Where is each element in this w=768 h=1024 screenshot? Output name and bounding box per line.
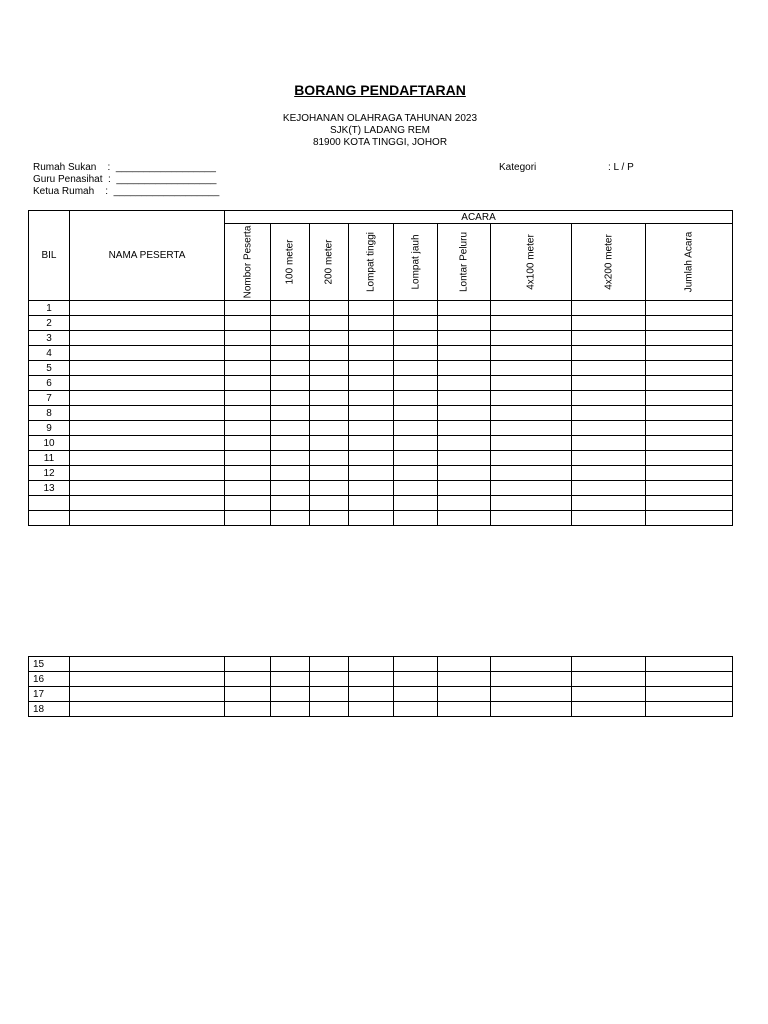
registration-table <box>28 210 733 526</box>
event-cell[interactable] <box>646 316 733 331</box>
event-cell[interactable] <box>572 301 646 316</box>
event-cell[interactable] <box>349 687 394 702</box>
event-cell[interactable] <box>349 436 394 451</box>
event-cell[interactable] <box>438 496 491 511</box>
event-cell[interactable] <box>438 672 491 687</box>
table-row <box>29 406 733 421</box>
column-header-event <box>646 224 733 301</box>
event-cell[interactable] <box>646 687 733 702</box>
event-cell[interactable] <box>271 391 310 406</box>
event-cell[interactable] <box>271 702 310 717</box>
event-cell[interactable] <box>491 466 572 481</box>
column-header-event-label: 4x200 meter <box>603 234 614 290</box>
event-cell[interactable] <box>646 331 733 346</box>
event-cell[interactable] <box>225 331 271 346</box>
event-cell[interactable] <box>438 481 491 496</box>
event-cell[interactable] <box>646 657 733 672</box>
event-cell[interactable] <box>225 436 271 451</box>
event-cell[interactable] <box>310 391 349 406</box>
table-row <box>29 361 733 376</box>
event-cell[interactable] <box>310 316 349 331</box>
column-header-event-label: 100 meter <box>284 239 296 285</box>
row-number: 6 <box>29 376 70 391</box>
event-cell[interactable] <box>572 672 646 687</box>
name-cell[interactable] <box>70 421 225 436</box>
event-cell[interactable] <box>394 451 438 466</box>
name-cell[interactable] <box>70 346 225 361</box>
row-number: 1 <box>29 301 70 316</box>
event-cell[interactable] <box>225 702 271 717</box>
table-row <box>29 421 733 436</box>
event-cell[interactable] <box>438 511 491 526</box>
event-cell[interactable] <box>310 436 349 451</box>
event-cell[interactable] <box>225 301 271 316</box>
event-cell[interactable] <box>394 511 438 526</box>
event-cell[interactable] <box>349 496 394 511</box>
event-cell[interactable] <box>310 466 349 481</box>
event-cell[interactable] <box>572 376 646 391</box>
event-cell[interactable] <box>271 421 310 436</box>
event-cell[interactable] <box>394 702 438 717</box>
event-cell[interactable] <box>646 496 733 511</box>
event-cell[interactable] <box>349 331 394 346</box>
event-cell[interactable] <box>491 331 572 346</box>
event-cell[interactable] <box>225 316 271 331</box>
table-row <box>29 376 733 391</box>
event-cell[interactable] <box>491 301 572 316</box>
event-cell[interactable] <box>225 657 271 672</box>
event-cell[interactable] <box>349 361 394 376</box>
event-cell[interactable] <box>225 687 271 702</box>
event-cell[interactable] <box>572 316 646 331</box>
event-cell[interactable] <box>310 346 349 361</box>
event-cell[interactable] <box>491 687 572 702</box>
event-cell[interactable] <box>572 361 646 376</box>
event-cell[interactable] <box>271 346 310 361</box>
event-cell[interactable] <box>225 376 271 391</box>
event-cell[interactable] <box>491 421 572 436</box>
column-header-event <box>225 224 271 301</box>
event-cell[interactable] <box>349 316 394 331</box>
event-cell[interactable] <box>438 331 491 346</box>
event-cell[interactable] <box>491 511 572 526</box>
event-cell[interactable] <box>271 376 310 391</box>
name-cell[interactable] <box>70 672 225 687</box>
event-cell[interactable] <box>225 496 271 511</box>
name-cell[interactable] <box>70 657 225 672</box>
event-cell[interactable] <box>438 421 491 436</box>
event-cell[interactable] <box>310 451 349 466</box>
event-cell[interactable] <box>572 331 646 346</box>
column-header-nama-peserta: NAMA PESERTA <box>70 211 225 301</box>
event-cell[interactable] <box>310 421 349 436</box>
event-cell[interactable] <box>572 657 646 672</box>
name-cell[interactable] <box>70 361 225 376</box>
event-cell[interactable] <box>310 702 349 717</box>
row-number: 8 <box>29 406 70 421</box>
event-cell[interactable] <box>572 687 646 702</box>
event-cell[interactable] <box>394 331 438 346</box>
event-cell[interactable] <box>225 421 271 436</box>
event-cell[interactable] <box>646 421 733 436</box>
column-header-event-label: Lontar Peluru <box>458 231 470 293</box>
event-cell[interactable] <box>394 316 438 331</box>
event-cell[interactable] <box>646 702 733 717</box>
rumah-sukan-field: Rumah Sukan : __________________ <box>33 162 216 173</box>
event-cell[interactable] <box>225 481 271 496</box>
event-cell[interactable] <box>225 672 271 687</box>
event-cell[interactable] <box>394 376 438 391</box>
event-cell[interactable] <box>349 391 394 406</box>
name-cell[interactable] <box>70 376 225 391</box>
event-cell[interactable] <box>310 657 349 672</box>
name-cell[interactable] <box>70 406 225 421</box>
event-cell[interactable] <box>646 466 733 481</box>
event-cell[interactable] <box>572 451 646 466</box>
event-cell[interactable] <box>394 361 438 376</box>
event-cell[interactable] <box>310 301 349 316</box>
name-cell[interactable] <box>70 511 225 526</box>
event-cell[interactable] <box>491 672 572 687</box>
event-cell[interactable] <box>349 511 394 526</box>
event-cell[interactable] <box>225 511 271 526</box>
table-row <box>29 511 733 526</box>
table-row <box>29 301 733 316</box>
table-row <box>29 346 733 361</box>
kategori-label: Kategori <box>499 162 537 173</box>
event-cell[interactable] <box>572 421 646 436</box>
event-cell[interactable] <box>349 657 394 672</box>
event-cell[interactable] <box>271 657 310 672</box>
event-cell[interactable] <box>572 496 646 511</box>
column-header-event <box>349 224 394 301</box>
event-cell[interactable] <box>225 406 271 421</box>
event-cell[interactable] <box>646 436 733 451</box>
event-cell[interactable] <box>491 406 572 421</box>
event-cell[interactable] <box>646 391 733 406</box>
column-header-event <box>572 224 646 301</box>
event-cell[interactable] <box>310 496 349 511</box>
event-cell[interactable] <box>438 687 491 702</box>
row-number: 2 <box>29 316 70 331</box>
row-number <box>29 496 70 511</box>
event-cell[interactable] <box>310 376 349 391</box>
event-cell[interactable] <box>349 421 394 436</box>
event-cell[interactable] <box>310 687 349 702</box>
event-cell[interactable] <box>271 496 310 511</box>
event-cell[interactable] <box>225 451 271 466</box>
table-row <box>29 391 733 406</box>
event-cell[interactable] <box>491 316 572 331</box>
name-cell[interactable] <box>70 496 225 511</box>
event-cell[interactable] <box>491 376 572 391</box>
event-cell[interactable] <box>646 511 733 526</box>
event-cell[interactable] <box>646 451 733 466</box>
event-cell[interactable] <box>438 361 491 376</box>
event-cell[interactable] <box>310 361 349 376</box>
event-cell[interactable] <box>646 406 733 421</box>
name-cell[interactable] <box>70 702 225 717</box>
name-cell[interactable] <box>70 481 225 496</box>
event-cell[interactable] <box>310 481 349 496</box>
event-cell[interactable] <box>394 421 438 436</box>
event-cell[interactable] <box>646 346 733 361</box>
event-cell[interactable] <box>438 702 491 717</box>
event-cell[interactable] <box>271 331 310 346</box>
row-number: 13 <box>29 481 70 496</box>
table-row <box>29 672 733 687</box>
kategori-value: : L / P <box>608 162 634 173</box>
event-cell[interactable] <box>572 481 646 496</box>
row-number: 16 <box>29 672 70 687</box>
registration-table-continued <box>28 656 733 717</box>
row-number: 11 <box>29 451 70 466</box>
event-cell[interactable] <box>349 481 394 496</box>
event-cell[interactable] <box>394 672 438 687</box>
event-cell[interactable] <box>438 657 491 672</box>
event-cell[interactable] <box>349 346 394 361</box>
table-row <box>29 687 733 702</box>
row-number: 9 <box>29 421 70 436</box>
event-cell[interactable] <box>271 406 310 421</box>
event-cell[interactable] <box>438 391 491 406</box>
column-group-acara: ACARA <box>225 211 733 224</box>
event-cell[interactable] <box>491 481 572 496</box>
name-cell[interactable] <box>70 391 225 406</box>
event-cell[interactable] <box>491 436 572 451</box>
name-cell[interactable] <box>70 436 225 451</box>
event-cell[interactable] <box>349 376 394 391</box>
event-cell[interactable] <box>572 702 646 717</box>
event-cell[interactable] <box>646 361 733 376</box>
event-cell[interactable] <box>572 511 646 526</box>
event-cell[interactable] <box>271 687 310 702</box>
row-number: 7 <box>29 391 70 406</box>
event-cell[interactable] <box>394 346 438 361</box>
event-cell[interactable] <box>572 391 646 406</box>
school-name: SJK(T) LADANG REM <box>329 125 430 136</box>
event-cell[interactable] <box>271 436 310 451</box>
guru-penasihat-field: Guru Penasihat : __________________ <box>33 174 217 185</box>
table-row <box>29 481 733 496</box>
event-cell[interactable] <box>271 301 310 316</box>
name-cell[interactable] <box>70 331 225 346</box>
table-row <box>29 436 733 451</box>
event-cell[interactable] <box>310 511 349 526</box>
event-cell[interactable] <box>438 451 491 466</box>
column-header-bil: BIL <box>29 211 70 301</box>
event-cell[interactable] <box>349 406 394 421</box>
column-header-event-label: Lompat jauh <box>410 234 421 290</box>
column-header-event-label: 200 meter <box>323 239 335 285</box>
event-cell[interactable] <box>394 496 438 511</box>
name-cell[interactable] <box>70 316 225 331</box>
table-row <box>29 657 733 672</box>
row-number <box>29 511 70 526</box>
event-cell[interactable] <box>310 331 349 346</box>
event-cell[interactable] <box>394 436 438 451</box>
event-cell[interactable] <box>572 466 646 481</box>
event-cell[interactable] <box>438 316 491 331</box>
row-number: 12 <box>29 466 70 481</box>
event-cell[interactable] <box>349 451 394 466</box>
column-header-event-label: 4x100 meter <box>525 234 537 290</box>
row-number: 10 <box>29 436 70 451</box>
event-cell[interactable] <box>646 376 733 391</box>
event-cell[interactable] <box>394 466 438 481</box>
table-row <box>29 331 733 346</box>
table-row <box>29 316 733 331</box>
event-cell[interactable] <box>491 496 572 511</box>
event-cell[interactable] <box>394 391 438 406</box>
event-cell[interactable] <box>438 301 491 316</box>
event-cell[interactable] <box>491 702 572 717</box>
row-number: 15 <box>29 657 70 672</box>
event-cell[interactable] <box>271 481 310 496</box>
event-cell[interactable] <box>271 466 310 481</box>
column-header-event <box>438 224 491 301</box>
event-name: KEJOHANAN OLAHRAGA TAHUNAN 2023 <box>282 113 478 124</box>
name-cell[interactable] <box>70 687 225 702</box>
school-address: 81900 KOTA TINGGI, JOHOR <box>312 137 448 148</box>
event-cell[interactable] <box>349 702 394 717</box>
event-cell[interactable] <box>225 346 271 361</box>
column-header-event <box>491 224 572 301</box>
name-cell[interactable] <box>70 301 225 316</box>
column-header-event <box>310 224 349 301</box>
name-cell[interactable] <box>70 451 225 466</box>
event-cell[interactable] <box>438 436 491 451</box>
row-number: 5 <box>29 361 70 376</box>
event-cell[interactable] <box>394 406 438 421</box>
event-cell[interactable] <box>271 511 310 526</box>
event-cell[interactable] <box>572 406 646 421</box>
event-cell[interactable] <box>271 361 310 376</box>
event-cell[interactable] <box>646 672 733 687</box>
event-cell[interactable] <box>310 672 349 687</box>
event-cell[interactable] <box>271 451 310 466</box>
event-cell[interactable] <box>438 376 491 391</box>
event-cell[interactable] <box>646 301 733 316</box>
event-cell[interactable] <box>225 361 271 376</box>
row-number: 18 <box>29 702 70 717</box>
event-cell[interactable] <box>491 657 572 672</box>
event-cell[interactable] <box>572 436 646 451</box>
event-cell[interactable] <box>349 466 394 481</box>
event-cell[interactable] <box>572 346 646 361</box>
event-cell[interactable] <box>491 346 572 361</box>
event-cell[interactable] <box>394 657 438 672</box>
event-cell[interactable] <box>394 481 438 496</box>
name-cell[interactable] <box>70 466 225 481</box>
event-cell[interactable] <box>491 361 572 376</box>
table-row <box>29 466 733 481</box>
event-cell[interactable] <box>438 346 491 361</box>
column-header-event-label: Jumlah Acara <box>683 231 695 293</box>
event-cell[interactable] <box>271 316 310 331</box>
row-number: 4 <box>29 346 70 361</box>
event-cell[interactable] <box>349 301 394 316</box>
event-cell[interactable] <box>491 391 572 406</box>
event-cell[interactable] <box>394 301 438 316</box>
event-cell[interactable] <box>438 466 491 481</box>
row-number: 3 <box>29 331 70 346</box>
event-cell[interactable] <box>271 672 310 687</box>
column-header-event <box>271 224 310 301</box>
event-cell[interactable] <box>349 672 394 687</box>
form-title: BORANG PENDAFTARAN <box>294 82 466 98</box>
table-row <box>29 451 733 466</box>
column-header-event-label: Lompat tinggi <box>365 231 377 293</box>
event-cell[interactable] <box>438 406 491 421</box>
event-cell[interactable] <box>646 481 733 496</box>
table-row <box>29 496 733 511</box>
column-header-event <box>394 224 438 301</box>
row-number: 17 <box>29 687 70 702</box>
event-cell[interactable] <box>491 451 572 466</box>
table-row <box>29 702 733 717</box>
event-cell[interactable] <box>394 687 438 702</box>
event-cell[interactable] <box>225 391 271 406</box>
ketua-rumah-field: Ketua Rumah : ___________________ <box>33 186 220 197</box>
column-header-event-label: Nombor Peserta <box>242 225 253 299</box>
event-cell[interactable] <box>225 466 271 481</box>
event-cell[interactable] <box>310 406 349 421</box>
